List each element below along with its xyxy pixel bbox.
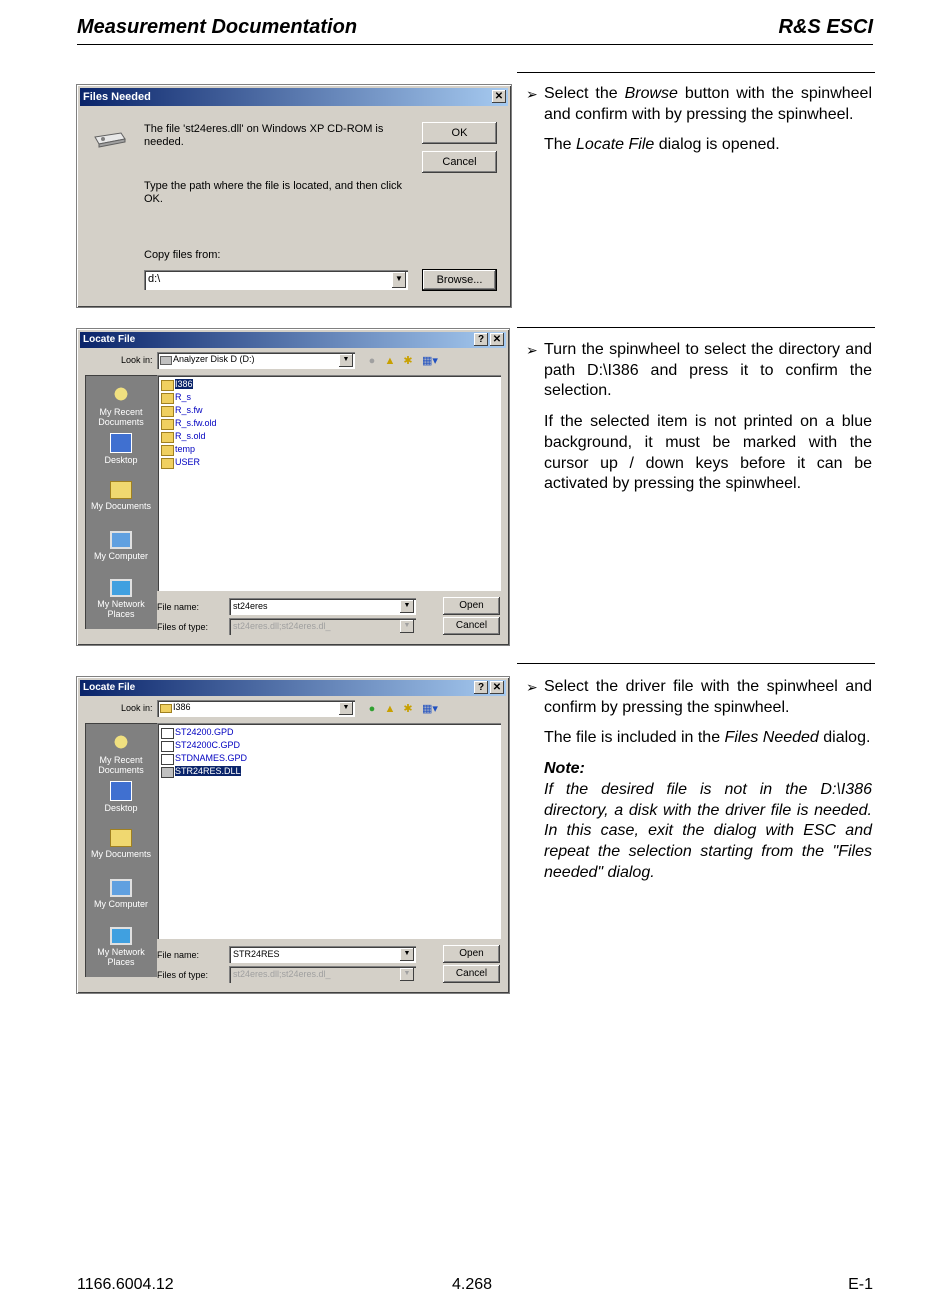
chevron-down-icon: ▼ [400, 968, 414, 981]
close-icon[interactable]: ✕ [490, 333, 504, 346]
dialog-title: Locate File [83, 334, 136, 345]
file-icon [161, 741, 174, 752]
file-name-label: File name: [157, 950, 200, 960]
network-places-icon [110, 579, 132, 597]
chevron-down-icon[interactable]: ▼ [400, 948, 414, 961]
chevron-down-icon[interactable]: ▼ [339, 702, 353, 715]
up-folder-icon[interactable]: ▲ [384, 703, 396, 715]
cancel-button[interactable]: Cancel [443, 617, 500, 635]
places-bar [85, 723, 157, 977]
recent-documents-icon [110, 383, 132, 405]
list-item[interactable]: I386 [161, 379, 193, 390]
header-product: R&S ESCI [778, 16, 873, 38]
arrow-bullet-icon: ➢ [526, 342, 538, 358]
chevron-down-icon[interactable]: ▼ [339, 354, 353, 367]
copy-files-combo[interactable] [144, 270, 408, 290]
note [544, 759, 872, 883]
desktop-icon [110, 781, 132, 801]
back-icon[interactable]: ● [368, 355, 376, 367]
folder-icon [161, 419, 174, 430]
note-text: If the desired file is not in the D:\I386 directory, a disk with the driver file is needed. In this case, exit the dialog with ESC and repeat the selection starting from the "Files needed" dialog. [544, 780, 872, 881]
step-2-text [526, 340, 872, 505]
file-name-value: STR24RES [233, 949, 280, 959]
place-network[interactable]: My Network Places [85, 579, 157, 619]
step-2-bullet: ➢ Turn the spinwheel to select the directory and path D:\I386 and press it to confirm the selection. [526, 341, 872, 400]
my-documents-icon [110, 481, 132, 499]
files-needed-dialog [76, 84, 512, 308]
folder-icon [161, 458, 174, 469]
divider [517, 663, 875, 664]
dll-file-icon [161, 767, 174, 778]
look-in-value: Analyzer Disk D (D:) [173, 354, 255, 364]
file-name-combo[interactable] [229, 946, 416, 963]
places-bar [85, 375, 157, 629]
look-in-value: I386 [173, 702, 191, 712]
look-in-label: Look in: [121, 355, 153, 365]
help-icon[interactable]: ? [474, 333, 488, 346]
list-item[interactable]: temp [161, 444, 195, 455]
folder-icon [161, 380, 174, 391]
divider [517, 72, 875, 73]
footer-page-number: 4.268 [452, 1276, 493, 1293]
chevron-down-icon: ▼ [400, 620, 414, 633]
cancel-button[interactable]: Cancel [443, 965, 500, 983]
step-3-text [526, 677, 872, 883]
list-item[interactable]: R_s.fw.old [161, 418, 217, 429]
place-my-documents[interactable]: My Documents [85, 481, 157, 511]
folder-icon [161, 432, 174, 443]
header-title: Measurement Documentation [77, 16, 358, 38]
dialog-titlebar [80, 680, 506, 696]
step-1-text [526, 84, 872, 166]
folder-icon [161, 393, 174, 404]
files-of-type-label: Files of type: [157, 970, 209, 980]
folder-icon [161, 445, 174, 456]
path-line-1: Type the path where the file is located, and then click [144, 180, 403, 192]
dialog-title: Files Needed [83, 91, 151, 103]
list-item[interactable]: STDNAMES.GPD [161, 753, 247, 764]
list-item[interactable]: R_s.fw [161, 405, 203, 416]
look-in-combo[interactable] [157, 352, 355, 369]
my-computer-icon [110, 879, 132, 897]
recent-documents-icon [110, 731, 132, 753]
file-list[interactable] [157, 375, 501, 591]
open-button[interactable]: Open [443, 597, 500, 615]
page-header [77, 16, 873, 45]
list-item[interactable]: R_s [161, 392, 191, 403]
cd-drive-icon [93, 129, 127, 149]
look-in-label: Look in: [121, 703, 153, 713]
view-menu-icon[interactable]: ▦▾ [422, 355, 438, 367]
file-icon [161, 728, 174, 739]
footer-doc-number: 1166.6004.12 [77, 1276, 174, 1293]
list-item[interactable]: R_s.old [161, 431, 206, 442]
files-of-type-value: st24eres.dll;st24eres.dl_ [233, 969, 331, 979]
cancel-button[interactable]: Cancel [422, 151, 497, 173]
file-name-value: st24eres [233, 601, 268, 611]
path-line-2: OK. [144, 193, 163, 205]
note-title: Note: [544, 760, 585, 778]
list-item[interactable]: USER [161, 457, 200, 468]
new-folder-icon[interactable]: ✱ [403, 703, 413, 715]
files-of-type-combo [229, 966, 416, 983]
list-item[interactable]: ST24200C.GPD [161, 740, 240, 751]
place-recent[interactable]: My Recent Documents [85, 383, 157, 427]
arrow-bullet-icon: ➢ [526, 86, 538, 102]
place-my-computer[interactable]: My Computer [85, 879, 157, 909]
folder-icon [160, 704, 172, 713]
desktop-icon [110, 433, 132, 453]
network-places-icon [110, 927, 132, 945]
place-network[interactable]: My Network Places [85, 927, 157, 967]
my-documents-icon [110, 829, 132, 847]
folder-icon [161, 406, 174, 417]
files-of-type-label: Files of type: [157, 622, 209, 632]
dialog-titlebar [80, 88, 508, 106]
dialog-title: Locate File [83, 682, 136, 693]
place-desktop[interactable]: Desktop [85, 433, 157, 465]
up-folder-icon[interactable]: ▲ [384, 355, 396, 367]
step-1-paragraph: The Locate File dialog is opened. [544, 136, 780, 154]
file-list[interactable] [157, 723, 501, 939]
locate-file-dialog-i386 [76, 676, 510, 994]
place-my-computer[interactable]: My Computer [85, 531, 157, 561]
new-folder-icon[interactable]: ✱ [403, 355, 413, 367]
step-3-bullet: ➢ Select the driver file with the spinwheel and confirm by pressing the spinwheel. [526, 678, 872, 716]
message-line-1: The file 'st24eres.dll' on Windows XP CD-ROM is [144, 123, 384, 135]
my-computer-icon [110, 531, 132, 549]
divider [517, 327, 875, 328]
chevron-down-icon[interactable]: ▼ [400, 600, 414, 613]
locate-file-dialog-root [76, 328, 510, 646]
browse-button[interactable]: Browse... [423, 270, 496, 290]
list-item[interactable]: ST24200.GPD [161, 727, 234, 738]
open-button[interactable]: Open [443, 945, 500, 963]
list-item[interactable]: STR24RES.DLL [161, 766, 241, 777]
close-icon[interactable]: ✕ [492, 90, 506, 103]
ok-button[interactable]: OK [422, 122, 497, 144]
arrow-bullet-icon: ➢ [526, 679, 538, 695]
file-name-combo[interactable] [229, 598, 416, 615]
files-of-type-value: st24eres.dll;st24eres.dl_ [233, 621, 331, 631]
file-name-label: File name: [157, 602, 200, 612]
look-in-combo[interactable] [157, 700, 355, 717]
files-of-type-combo [229, 618, 416, 635]
copy-files-label: Copy files from: [144, 249, 221, 261]
step-2-paragraph: If the selected item is not printed on a blue background, it must be marked with the cursor up / down keys before it can be activated by pressing the spinwheel. [544, 413, 872, 493]
place-desktop[interactable]: Desktop [85, 781, 157, 813]
view-menu-icon[interactable]: ▦▾ [422, 703, 438, 715]
message-line-2: needed. [144, 136, 184, 148]
drive-icon [160, 356, 172, 365]
file-icon [161, 754, 174, 765]
footer-section: E-1 [848, 1276, 873, 1293]
copy-files-value: d:\ [148, 273, 161, 285]
dialog-titlebar [80, 332, 506, 348]
chevron-down-icon[interactable]: ▼ [392, 272, 406, 288]
close-icon[interactable]: ✕ [490, 681, 504, 694]
place-recent[interactable]: My Recent Documents [85, 731, 157, 775]
step-1-bullet: ➢ Select the Browse button with the spinwheel and confirm with by pressing the spinwheel. [526, 85, 872, 123]
help-icon[interactable]: ? [474, 681, 488, 694]
place-my-documents[interactable]: My Documents [85, 829, 157, 859]
back-icon[interactable]: ● [368, 703, 376, 715]
step-3-paragraph: The file is included in the Files Needed dialog. [544, 729, 871, 747]
